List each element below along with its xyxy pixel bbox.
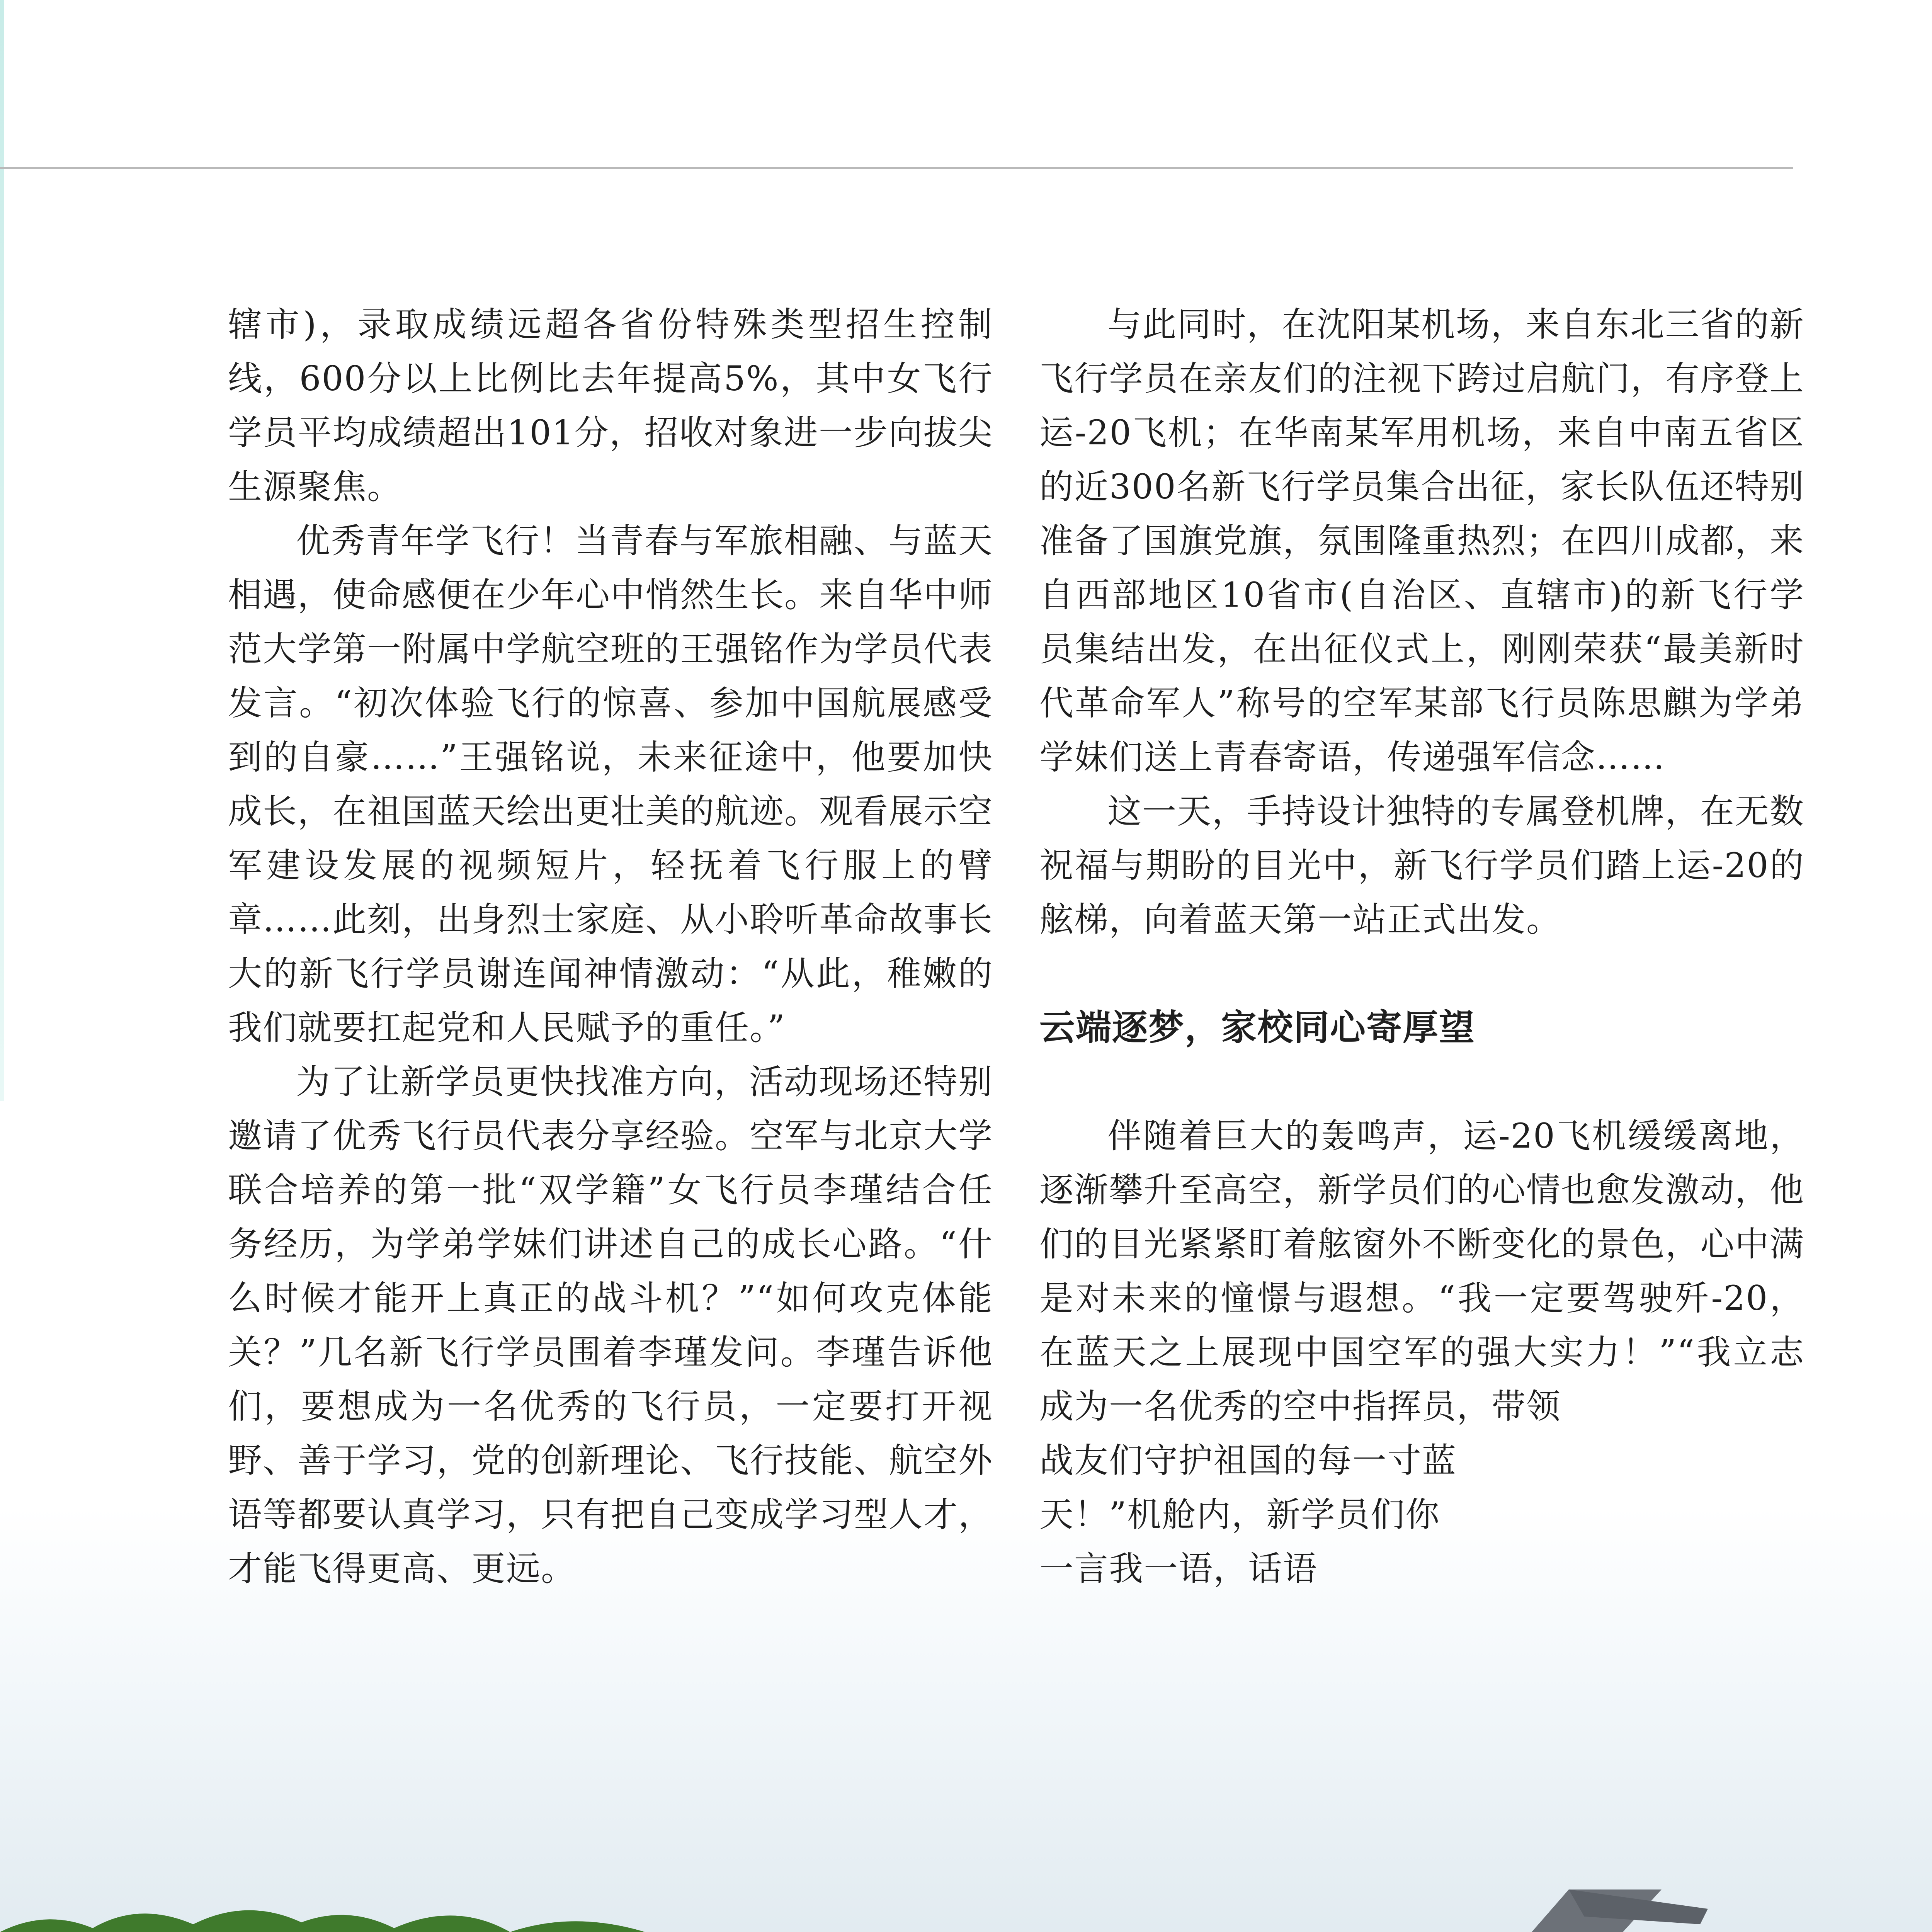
left-paragraph-1: 辖市)，录取成绩远超各省份特殊类型招生控制线，600分以上比例比去年提高5%，其中女飞行学员平均成绩超出101分，招收对象进一步向拔尖生源聚焦。 [228, 304, 993, 507]
right-paragraph-1: 与此同时，在沈阳某机场，来自东北三省的新飞行学员在亲友们的注视下跨过启航门，有序登上运-20飞机；在华南某军用机场，来自中南五省区的近300名新飞行学员集合出征，家长队伍还特别准备了国旗党旗，氛围隆重热烈；在四川成都，来自西部地区10省市(自治区、直辖市)的新飞行学员集结出发，在出征仪式上，刚刚荣获“最美新时代革命军人”称号的空军某部飞行员陈思麒为学弟学妹们送上青春寄语，传递强军信念…… [1039, 304, 1805, 777]
right-paragraph-3-line-c: 一言我一语，话语 [1039, 1549, 1318, 1588]
left-column [228, 298, 993, 1596]
page-edge-accent [0, 0, 4, 1101]
right-paragraph-3: 伴随着巨大的轰鸣声，运-20飞机缓缓离地，逐渐攀升至高空，新学员们的心情也愈发激动，他们的目光紧紧盯着舷窗外不断变化的景色，心中满是对未来的憧憬与遐想。“我一定要驾驶歼-20，在蓝天之上展现中国空军的强大实力！”“我立志成为一名优秀的空中指挥员，带领 [1039, 1116, 1805, 1426]
aircraft-send-off-photo [0, 1886, 1932, 1932]
section-heading: 云端逐梦，家校同心寄厚望 [1039, 1007, 1476, 1048]
right-column [1039, 298, 1804, 1596]
left-paragraph-3: 为了让新学员更快找准方向，活动现场还特别邀请了优秀飞行员代表分享经验。空军与北京大学联合培养的第一批“双学籍”女飞行员李瑾结合任务经历，为学弟学妹们讲述自己的成长心路。“什么时候才能开上真正的战斗机？”“如何攻克体能关？”几名新飞行学员围着李瑾发问。李瑾告诉他们，要想成为一名优秀的飞行员，一定要打开视野、善于学习，党的创新理论、飞行技能、航空外语等都要认真学习，只有把自己变成学习型人才，才能飞得更高、更远。 [228, 1062, 993, 1588]
left-paragraph-2: 优秀青年学飞行！当青春与军旅相融、与蓝天相遇，使命感便在少年心中悄然生长。来自华中师范大学第一附属中学航空班的王强铭作为学员代表发言。“初次体验飞行的惊喜、参加中国航展感受到的自豪……”王强铭说，未来征途中，他要加快成长，在祖国蓝天绘出更壮美的航迹。观看展示空军建设发展的视频短片，轻抚着飞行服上的臂章……此刻，出身烈士家庭、从小聆听革命故事长大的新飞行学员谢连闻神情激动：“从此，稚嫩的我们就要扛起党和人民赋予的重任。” [228, 521, 993, 1048]
right-paragraph-2: 这一天，手持设计独特的专属登机牌，在无数祝福与期盼的目光中，新飞行学员们踏上运-20的舷梯，向着蓝天第一站正式出发。 [1039, 791, 1804, 939]
right-paragraph-3-line-b: 天！”机舱内，新学员们你 [1039, 1495, 1440, 1534]
header-rule [0, 167, 1793, 169]
right-paragraph-3-line-a: 战友们守护祖国的每一寸蓝 [1039, 1440, 1457, 1480]
